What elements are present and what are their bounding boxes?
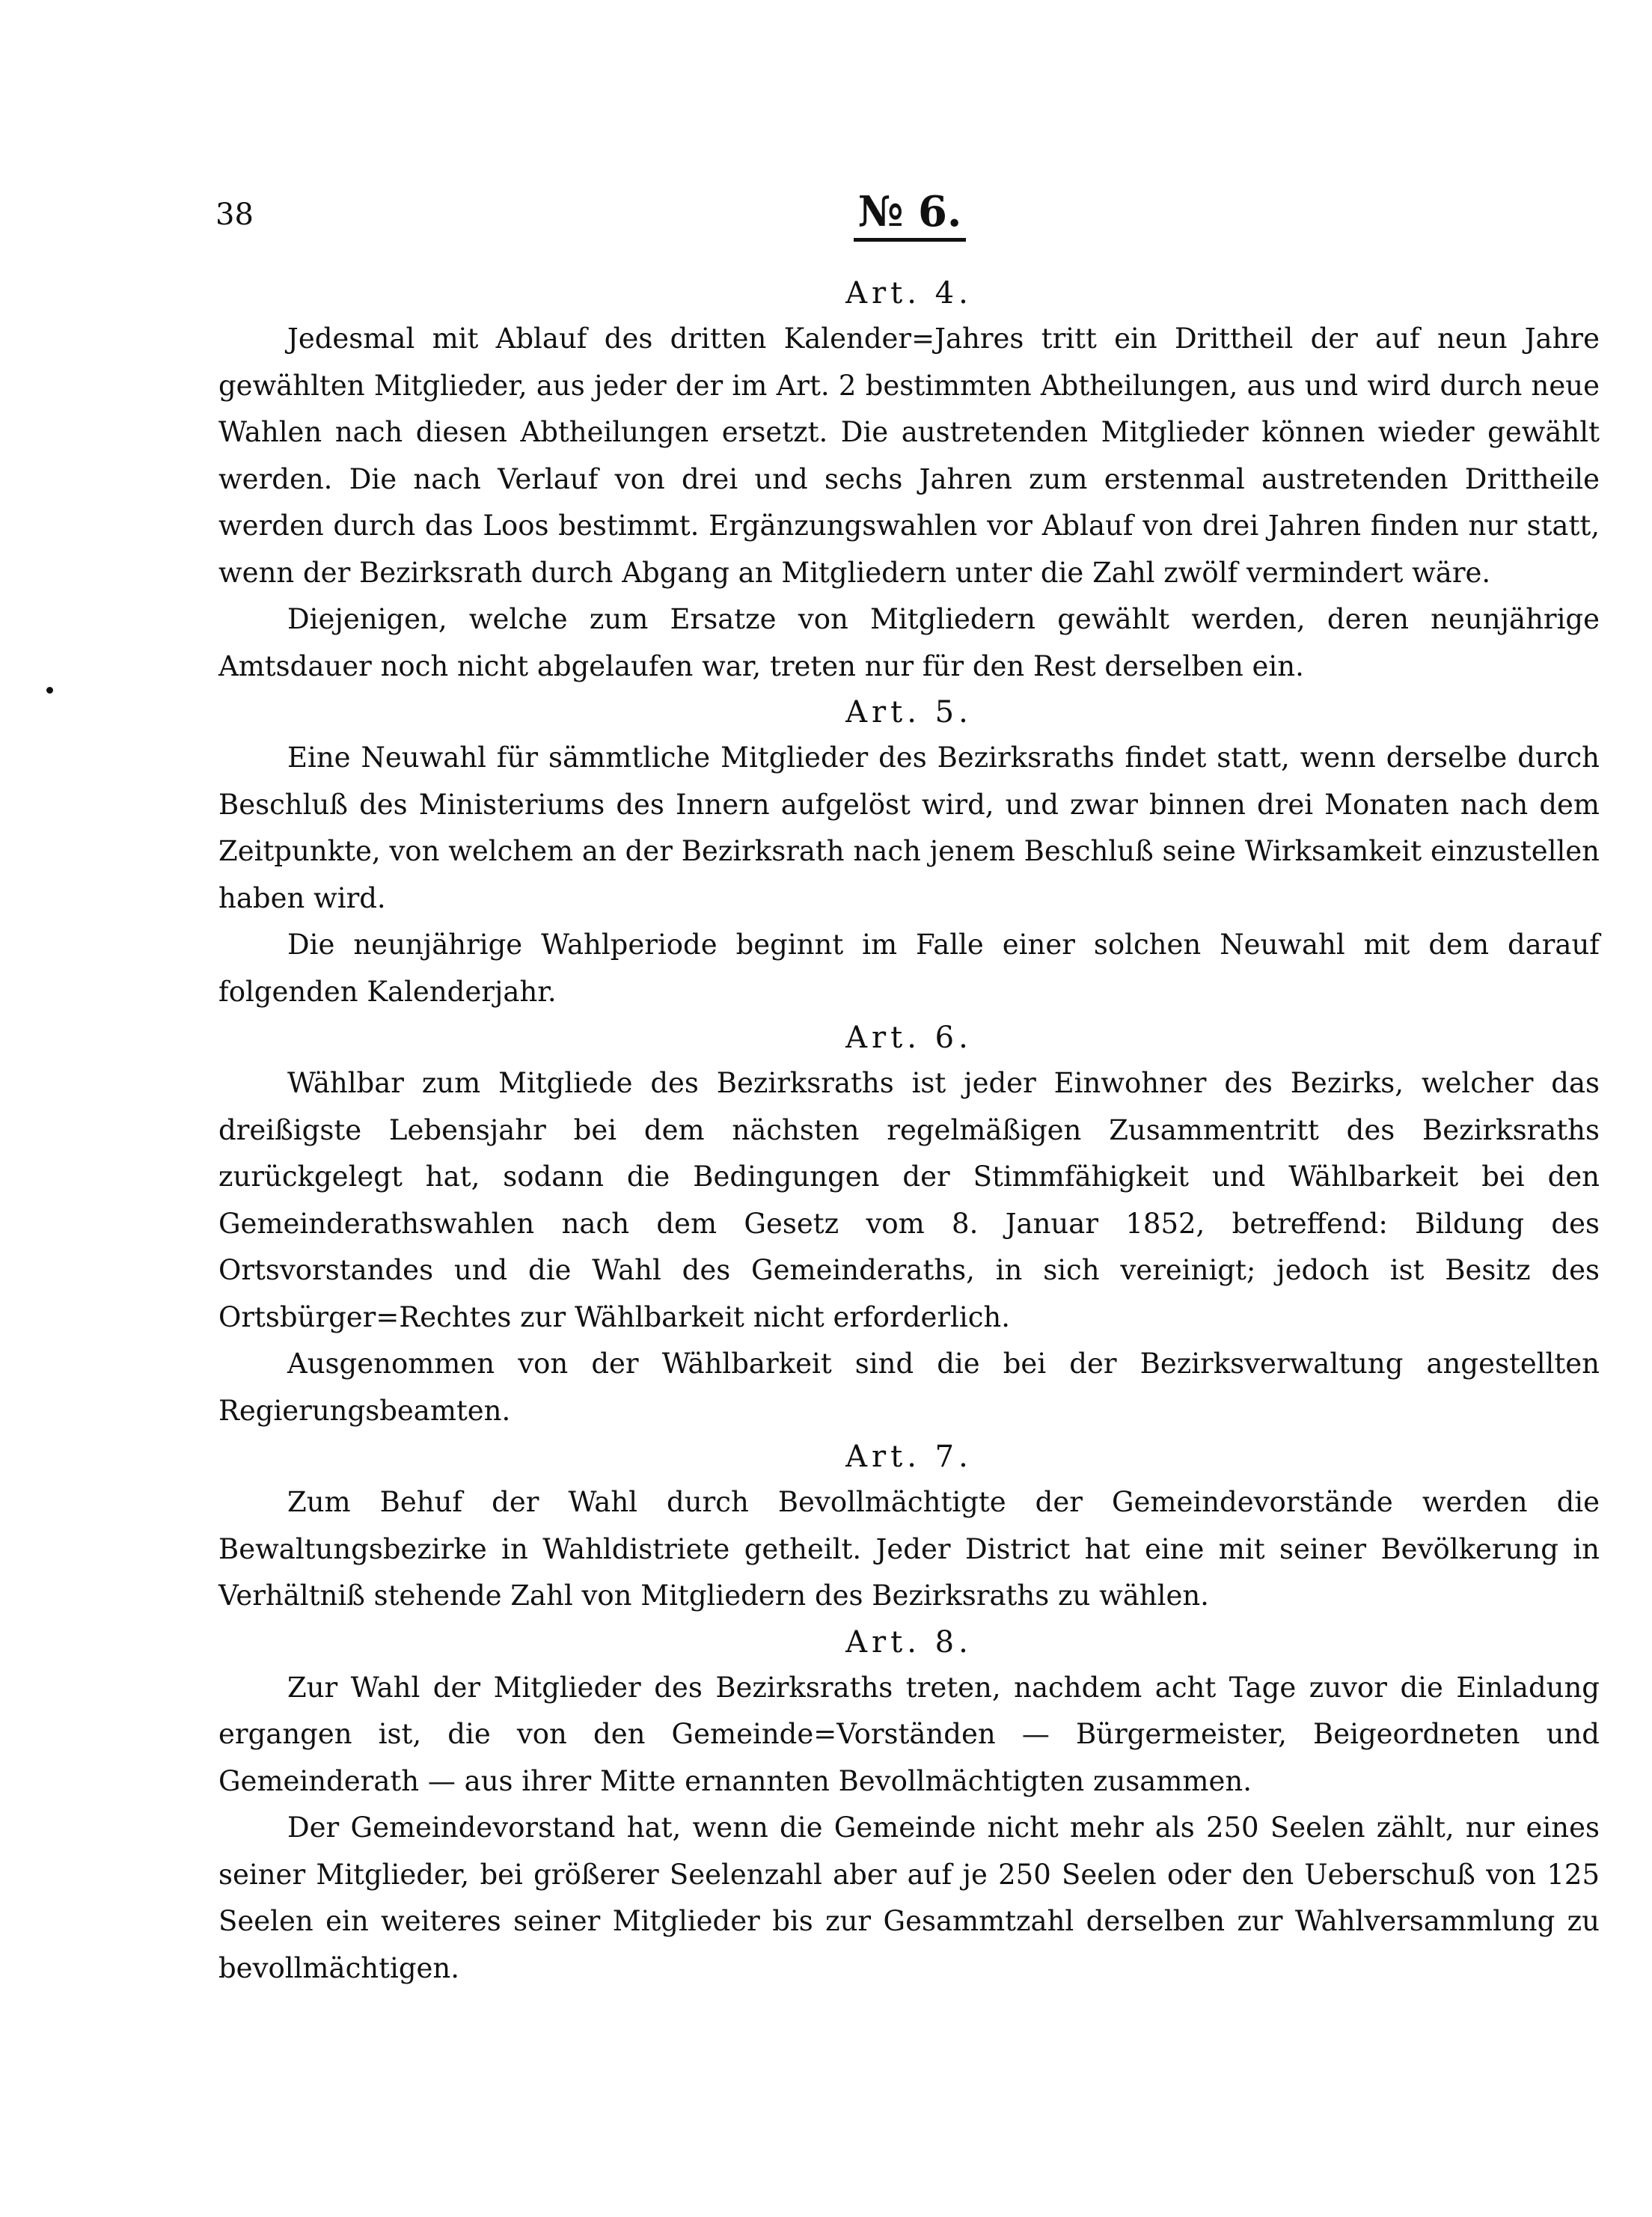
article-4-paragraph-2: Diejenigen, welche zum Ersatze von Mitgliedern gewählt werden, deren neunjährige Amtsdauer noch nicht abgelaufen war, treten nur für den Rest derselben ein. bbox=[218, 603, 1600, 682]
article-7-paragraph-1: Zum Behuf der Wahl durch Bevollmächtigte der Gemeindevorstände werden die Bewaltungsbezirke in Wahldistriete getheilt. Jeder District hat eine mit seiner Bevölkerung in Verhältniß stehende Zahl von Mitgliedern des Bezirksraths zu wählen. bbox=[218, 1486, 1600, 1612]
issue-number-label: № 6. bbox=[854, 187, 967, 242]
article-8-paragraph-1: Zur Wahl der Mitglieder des Bezirksraths treten, nachdem acht Tage zuvor die Einladung ergangen ist, die von den Gemeinde=Vorständen — Bürgermeister, Beigeordneten und Gemeinderath — aus ihrer Mitte ernannten Bevollmächtigten zusammen. bbox=[218, 1671, 1600, 1797]
article-heading-6: Art. 6. bbox=[845, 1021, 973, 1055]
issue-number-title bbox=[215, 187, 1604, 236]
article-8-paragraph-2: Der Gemeindevorstand hat, wenn die Gemeinde nicht mehr als 250 Seelen zählt, nur eines seiner Mitglieder, bei größerer Seelenzahl aber auf je 250 Seelen oder den Ueberschuß von 125 Seelen ein weiteres seiner Mitglieder bis zur Gesammtzahl derselben zur Wahlversammlung zu bevollmächtigen. bbox=[218, 1811, 1600, 1984]
article-5-paragraph-2: Die neunjährige Wahlperiode beginnt im Falle einer solchen Neuwahl mit dem darauf folgenden Kalenderjahr. bbox=[218, 929, 1600, 1008]
article-4-paragraph-1: Jedesmal mit Ablauf des dritten Kalender=Jahres tritt ein Drittheil der auf neun Jahre gewählten Mitglieder, aus jeder der im Art. 2 bestimmten Abtheilungen, aus und wird durch neue Wahlen nach diesen Abtheilungen ersetzt. Die austretenden Mitglieder können wieder gewählt werden. Die nach Verlauf von drei und sechs Jahren zum erstenmal austretenden Drittheile werden durch das Loos bestimmt. Ergänzungswahlen vor Ablauf von drei Jahren finden nur statt, wenn der Bezirksrath durch Abgang an Mitgliedern unter die Zahl zwölf vermindert wäre. bbox=[218, 322, 1600, 589]
margin-speck bbox=[46, 687, 53, 694]
article-5-paragraph-1: Eine Neuwahl für sämmtliche Mitglieder des Bezirksraths findet statt, wenn derselbe durch Beschluß des Ministeriums des Innern aufgelöst wird, und zwar binnen drei Monaten nach dem Zeitpunkte, von welchem an der Bezirksrath nach jenem Beschluß seine Wirksamkeit einzustellen haben wird. bbox=[218, 741, 1600, 914]
article-6-paragraph-2: Ausgenommen von der Wählbarkeit sind die bei der Bezirksverwaltung angestellten Regierungsbeamten. bbox=[218, 1348, 1600, 1427]
article-heading-8: Art. 8. bbox=[845, 1624, 973, 1660]
document-body bbox=[218, 271, 1600, 1992]
page-number: 38 bbox=[215, 198, 254, 232]
article-heading-5: Art. 5. bbox=[845, 695, 973, 730]
article-6-paragraph-1: Wählbar zum Mitgliede des Bezirksraths ist jeder Einwohner des Bezirks, welcher das dreißigste Lebensjahr bei dem nächsten regelmäßigen Zusammentritt des Bezirksraths zurückgelegt hat, sodann die Bedingungen der Stimmfähigkeit und Wählbarkeit bei den Gemeinderathswahlen nach dem Gesetz vom 8. Januar 1852, betreffend: Bildung des Ortsvorstandes und die Wahl des Gemeinderaths, in sich vereinigt; jedoch ist Besitz des Ortsbürger=Rechtes zur Wählbarkeit nicht erforderlich. bbox=[218, 1067, 1600, 1333]
article-heading-4: Art. 4. bbox=[845, 276, 973, 311]
article-heading-7: Art. 7. bbox=[845, 1440, 973, 1474]
page-header bbox=[215, 187, 1604, 247]
